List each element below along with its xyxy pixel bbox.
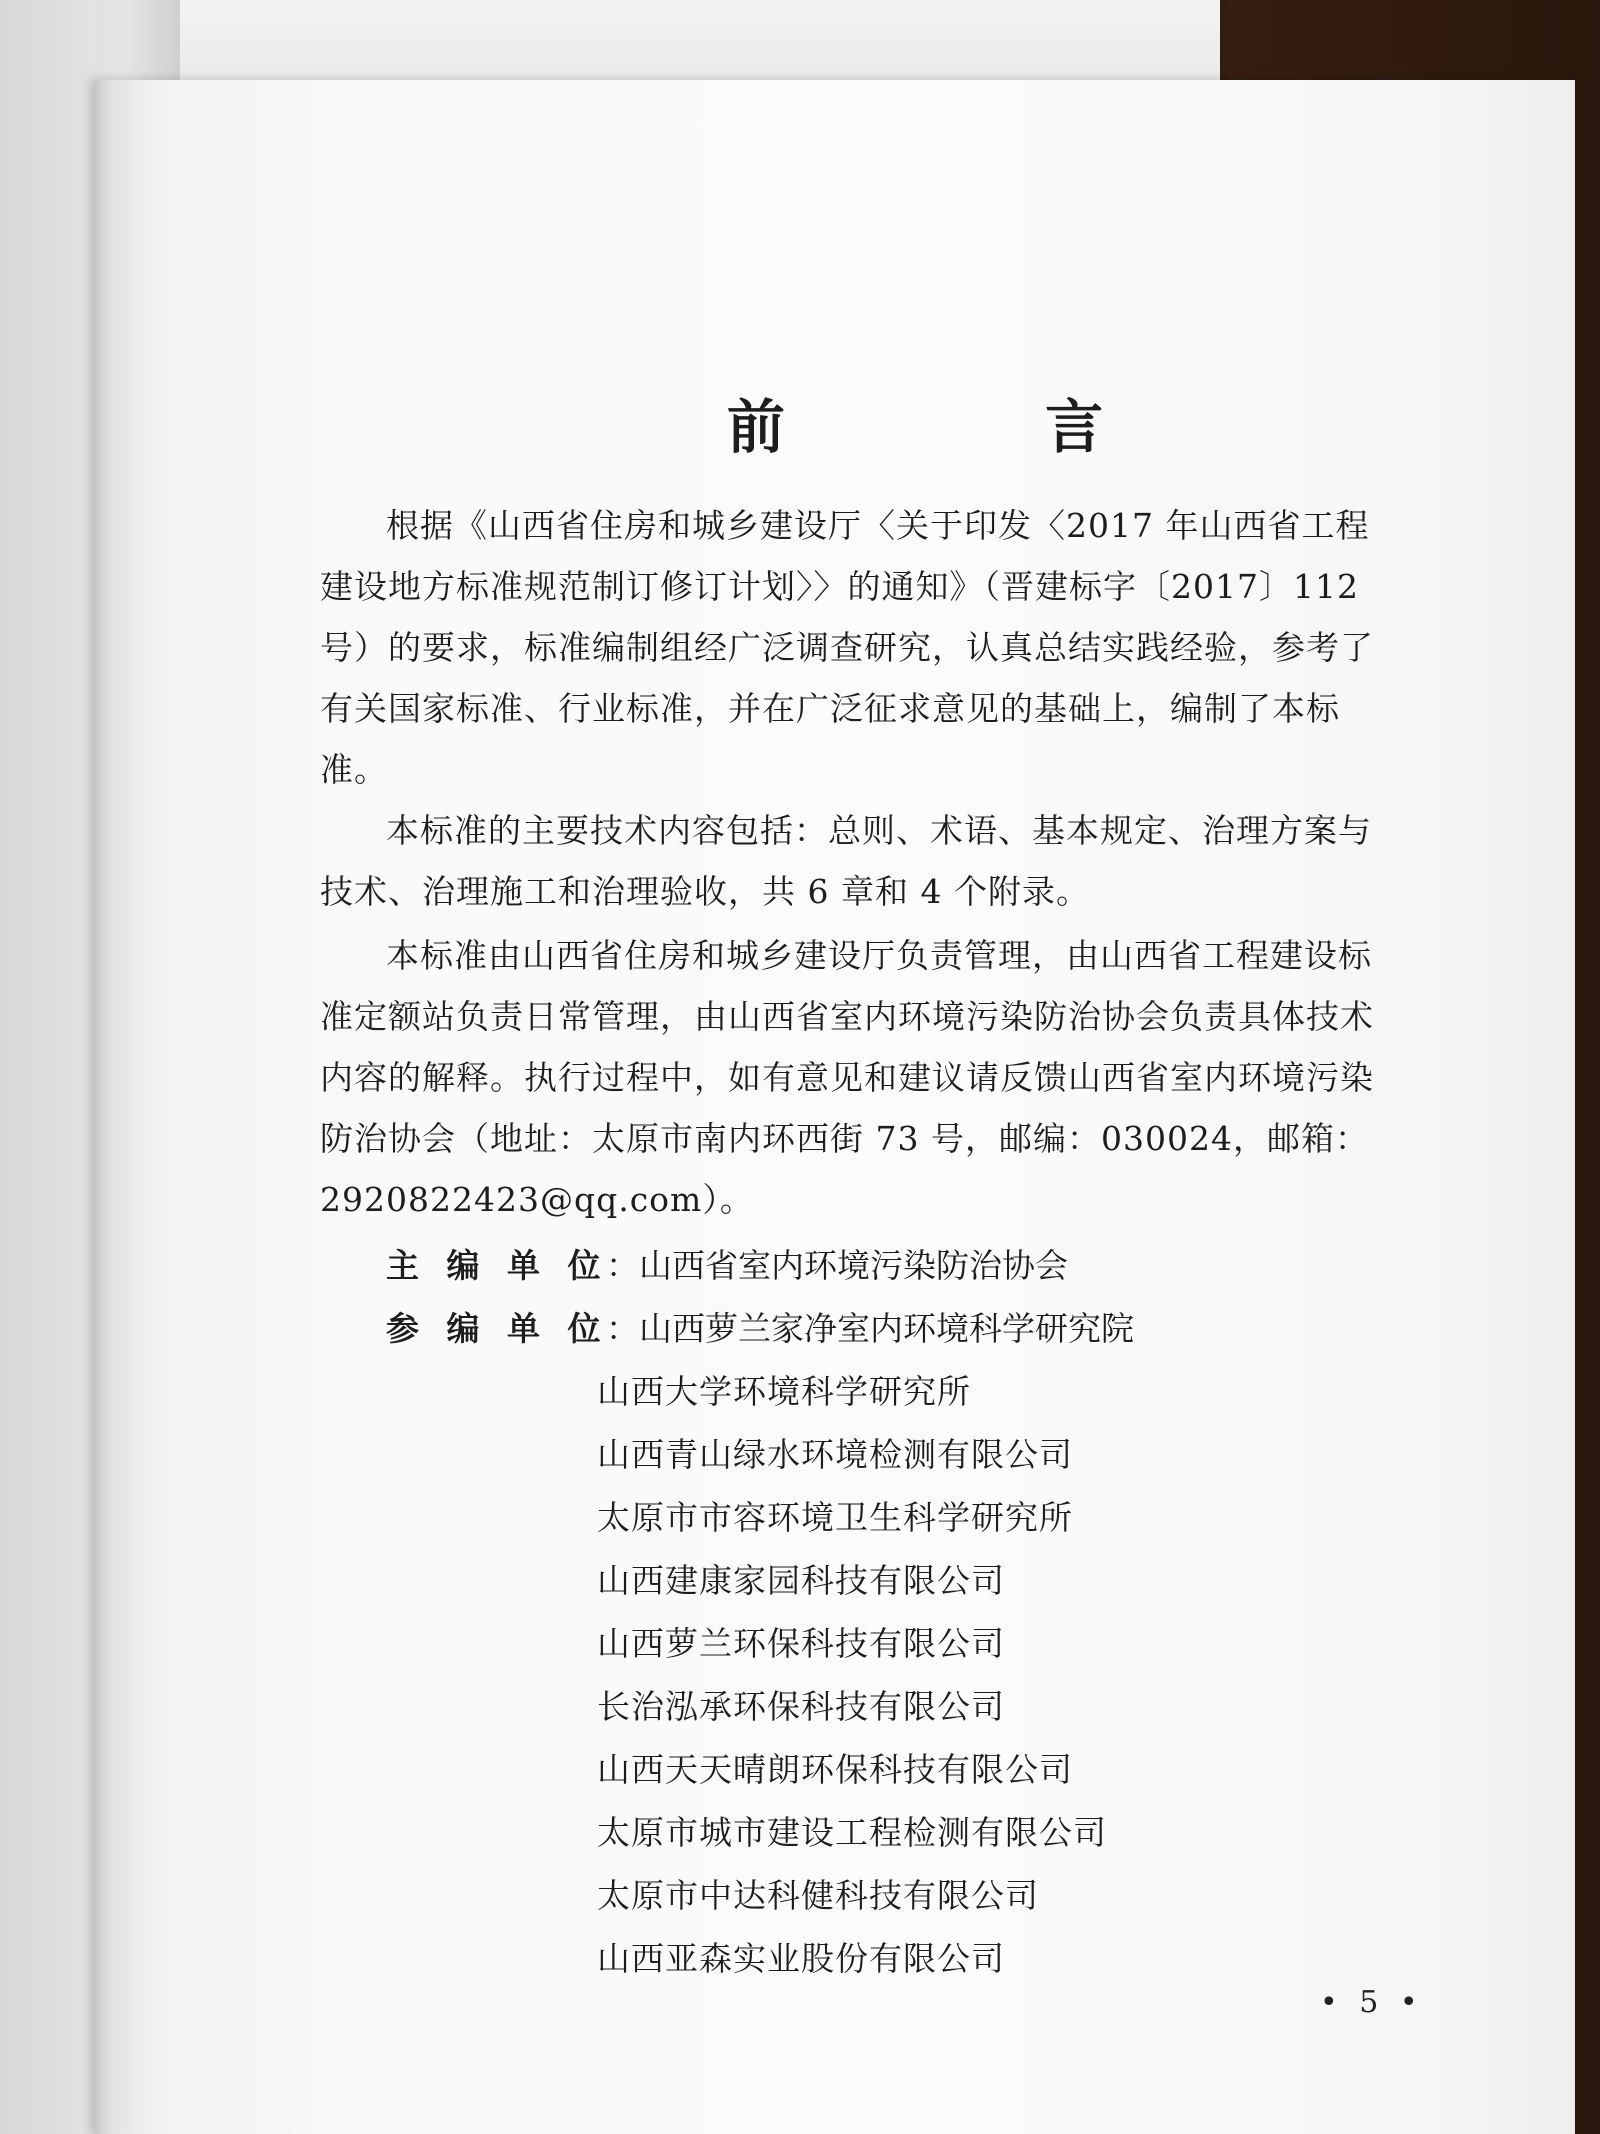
list-item: 太原市市容环境卫生科学研究所 [597, 1498, 1073, 1537]
page-number: • 5 • [1320, 1985, 1424, 2020]
list-item: 山西青山绿水环境检测有限公司 [597, 1435, 1073, 1474]
page-title: 前 言 [726, 393, 1224, 461]
list-item: 太原市城市建设工程检测有限公司 [597, 1813, 1107, 1852]
chief-unit-colon: ： [606, 1246, 639, 1285]
page-binding-edge [95, 80, 115, 2134]
list-item: 山西亚森实业股份有限公司 [597, 1939, 1005, 1978]
participating-unit-label: 参 编 单 位 [386, 1309, 609, 1348]
list-item: 太原市中达科健科技有限公司 [597, 1876, 1039, 1915]
chief-unit-label: 主 编 单 位 [386, 1246, 609, 1285]
list-item: 山西建康家园科技有限公司 [597, 1561, 1005, 1600]
list-item: 山西大学环境科学研究所 [597, 1372, 971, 1411]
list-item: 长治泓承环保科技有限公司 [597, 1687, 1005, 1726]
participating-unit-list [597, 1360, 1107, 1990]
paragraph-2: 本标准的主要技术内容包括：总则、术语、基本规定、治理方案与技术、治理施工和治理验收，共 6 章和 4 个附录。 [320, 811, 1372, 911]
chief-unit-value: 山西省室内环境污染防治协会 [639, 1246, 1068, 1285]
paragraph-3: 本标准由山西省住房和城乡建设厅负责管理，由山西省工程建设标准定额站负责日常管理，由山西省室内环境污染防治协会负责具体技术内容的解释。执行过程中，如有意见和建议请反馈山西省室内环境污染防治协会（地址：太原市南内环西街 73 号，邮编：030024，邮箱：2920822423@qq.com）。 [320, 936, 1374, 1219]
list-item: 山西天天晴朗环保科技有限公司 [597, 1750, 1073, 1789]
participating-unit-first: 山西萝兰家净室内环境科学研究院 [639, 1309, 1134, 1348]
participating-unit-colon: ： [606, 1309, 639, 1348]
participating-unit-row [386, 1298, 1134, 1359]
paragraph-1: 根据《山西省住房和城乡建设厅〈关于印发〈2017 年山西省工程建设地方标准规范制订修订计划〉〉的通知》（晋建标字〔2017〕112 号）的要求，标准编制组经广泛调查研究，认真总结实践经验，参考了有关国家标准、行业标准，并在广泛征求意见的基础上，编制了本标准。 [320, 506, 1374, 789]
list-item: 山西萝兰环保科技有限公司 [597, 1624, 1005, 1663]
chief-unit-row [386, 1235, 1068, 1296]
